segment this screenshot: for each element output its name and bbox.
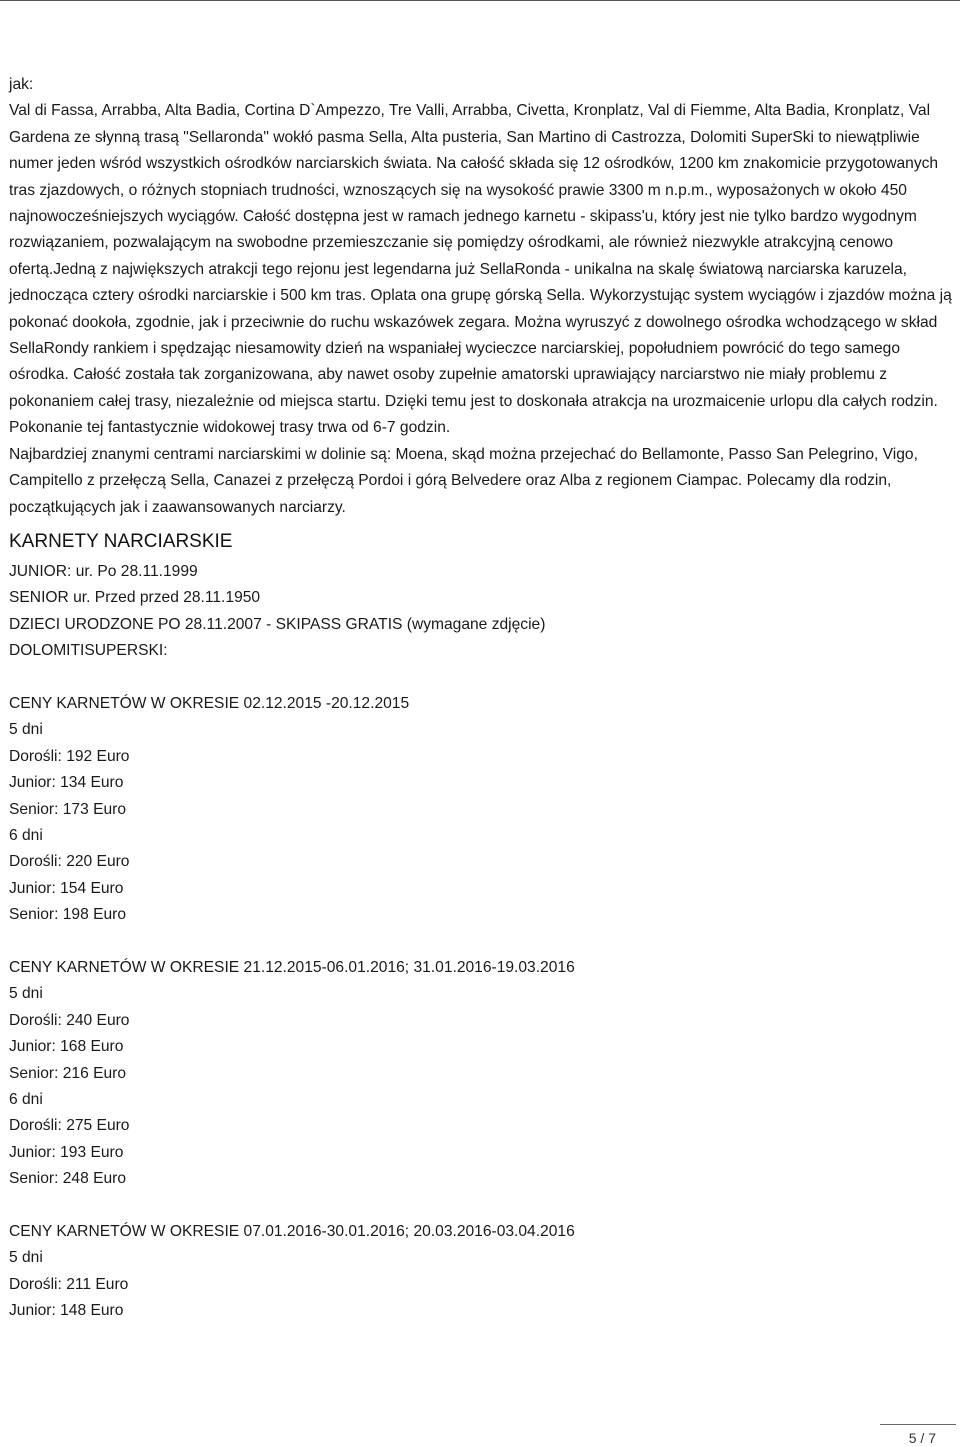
price-period-3: [9, 1219, 955, 1325]
period-title: CENY KARNETÓW W OKRESIE 02.12.2015 -20.12.2015: [9, 694, 410, 712]
children-definition: DZIECI URODZONE PO 28.11.2007 - SKIPASS GRATIS (wymagane zdjęcie): [9, 615, 546, 633]
price-period-1: [9, 691, 955, 929]
price-junior: Junior: 154 Euro: [9, 879, 124, 897]
section-heading: KARNETY NARCIARSKIE: [9, 530, 233, 552]
spacer: [9, 1193, 955, 1219]
price-senior: Senior: 173 Euro: [9, 800, 127, 818]
price-senior: Senior: 198 Euro: [9, 906, 127, 924]
spacer: [9, 929, 955, 955]
price-adult: Dorośli: 275 Euro: [9, 1117, 130, 1135]
price-adult: Dorośli: 240 Euro: [9, 1011, 130, 1029]
days-label: 5 dni: [9, 721, 43, 739]
page-number: 5 / 7: [908, 1430, 936, 1446]
period-title: CENY KARNETÓW W OKRESIE 21.12.2015-06.01.2016; 31.01.2016-19.03.2016: [9, 958, 575, 976]
senior-definition: SENIOR ur. Przed przed 28.11.1950: [9, 589, 261, 607]
price-junior: Junior: 193 Euro: [9, 1143, 124, 1161]
days-label: 5 dni: [9, 985, 43, 1003]
days-label: 6 dni: [9, 826, 43, 844]
resorts-paragraph: Val di Fassa, Arrabba, Alta Badia, Cortina D`Ampezzo, Tre Valli, Arrabba, Civetta, Kronplatz, Val di Fiemme, Alta Badia, Kronplatz, Val Gardena ze słynną trasą "Sellaronda" wokłó pasma Sella, Alta pusteria, San Martino di Castrozza, Dolomiti SuperSki to niewątpliwie numer jeden wśród wszystkich ośrodków narciarskich świata. Na całość składa się 12 ośrodków, 1200 km znakomicie przygotowanych tras zjazdowych, o różnych stopniach trudności, wznoszących się na wysokość prawie 3300 m n.p.m., wyposażonych w około 450 najnowocześniejszych wyciągów. Całość dostępna jest w ramach jednego karnetu - skipass'u, który jest nie tylko bardzo wygodnym rozwiązaniem, pozwalającym na swobodne przemieszczanie się pomiędzy ośrodkami, ale również niezwykle atrakcyjną cenowo ofertą.Jedną z największych atrakcji tego rejonu jest legendarna już SellaRonda - unikalna na skalę światową narciarska karuzela, jednocząca cztery ośrodki narciarskie i 500 km tras. Oplata ona grupę górską Sella. Wykorzystując system wyciągów i zjazdów można ją pokonać dookoła, zgodnie, jak i przeciwnie do ruchu wskazówek zegara. Można wyruszyć z dowolnego ośrodka wchodzącego w skład SellaRondy rankiem i spędzając niesamowity dzień na wspaniałej wycieczce narciarskiej, popołudniem powrócić do tego samego ośrodka. Całość została tak zorganizowana, aby nawet osoby zupełnie amatorski uprawiający narciarstwo nie miały problemu z pokonaniem całej trasy, niezależnie od miejsca startu. Dzięki temu jest to doskonała atrakcja na urozmaicenie urlopu dla całych rodzin. Pokonanie tej fantastycznie widokowej trasy trwa od 6-7 godzin.: [9, 102, 952, 437]
junior-definition: JUNIOR: ur. Po 28.11.1999: [9, 562, 198, 580]
valley-paragraph: Najbardziej znanymi centrami narciarskimi w dolinie są: Moena, skąd można przejechać do Bellamonte, Passo San Pelegrino, Vigo, Campitello z przełęczą Sella, Canazei z przełęczą Pordoi i górą Belvedere oraz Alba z regionem Ciampac. Polecamy dla rodzin, początkujących jak i zaawansowanych narciarzy.: [9, 445, 918, 516]
price-junior: Junior: 148 Euro: [9, 1302, 124, 1320]
dolomiti-label: DOLOMITISUPERSKI:: [9, 642, 168, 660]
price-adult: Dorośli: 220 Euro: [9, 853, 130, 871]
document-body: [9, 72, 955, 1325]
footer-rule: [880, 1424, 956, 1425]
price-junior: Junior: 168 Euro: [9, 1038, 124, 1056]
price-period-2: [9, 955, 955, 1193]
spacer: [9, 665, 955, 691]
price-adult: Dorośli: 192 Euro: [9, 747, 130, 765]
intro-label: jak:: [9, 76, 34, 93]
price-senior: Senior: 248 Euro: [9, 1170, 127, 1188]
days-label: 5 dni: [9, 1249, 43, 1267]
price-senior: Senior: 216 Euro: [9, 1064, 127, 1082]
period-title: CENY KARNETÓW W OKRESIE 07.01.2016-30.01.2016; 20.03.2016-03.04.2016: [9, 1223, 575, 1241]
price-adult: Dorośli: 211 Euro: [9, 1275, 129, 1293]
days-label: 6 dni: [9, 1091, 43, 1108]
price-junior: Junior: 134 Euro: [9, 774, 124, 792]
top-rule: [0, 0, 960, 1]
